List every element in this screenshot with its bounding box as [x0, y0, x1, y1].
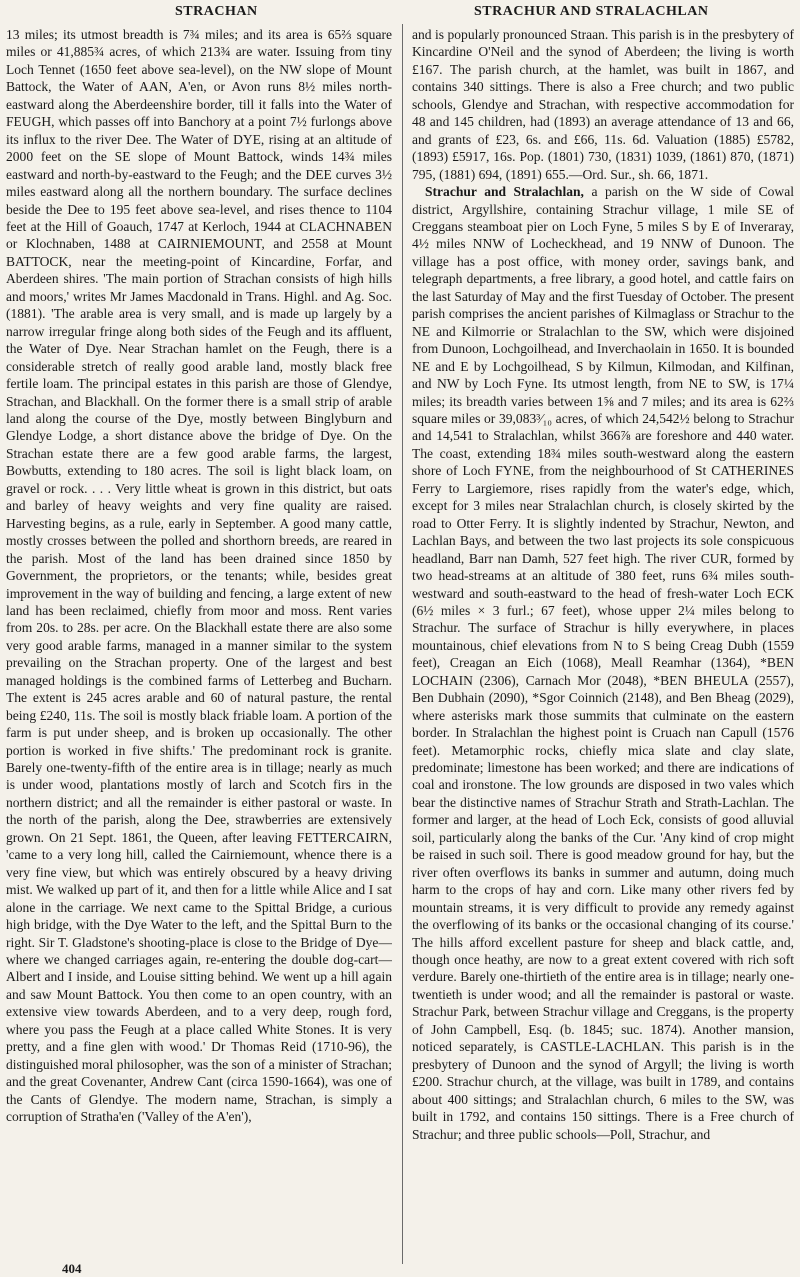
- left-column: [6, 26, 392, 1262]
- continuation-paragraph: and is popularly pronounced Straan. This parish is in the presbytery of Kincardine O'Neil and the synod of Aberdeen; the living is worth £167. The parish church, at the hamlet, was built in 1867, and contains 340 sittings. There is also a Free church; and two public schools, Glendye and Strachan, with respective accommodation for 48 and 145 children, had (1893) an average attendance of 13 and 66, and grants of £23, 6s. and £66, 11s. 6d. Valuation (1885) £5782, (1893) £5917, 16s. Pop. (1801) 730, (1831) 1039, (1861) 870, (1871) 795, (1881) 694, (1891) 655.—Ord. Sur., sh. 66, 1871.: [412, 27, 794, 182]
- header-right-title: STRACHUR AND STRALACHLAN: [474, 4, 709, 19]
- header-left-title: STRACHAN: [175, 4, 258, 19]
- page-number: 404: [62, 1261, 82, 1276]
- column-divider: [402, 24, 403, 1264]
- entry-headword: Strachur and Stralachlan,: [425, 184, 584, 200]
- right-column: [412, 26, 794, 1258]
- running-header: [0, 2, 800, 22]
- gazetteer-entry: [412, 183, 794, 1143]
- entry-text: a parish on the W side of Cowal district, Argyllshire, containing Strachur village, 1 mile SE of Creggans steamboat pier on Loch Fyne, 5 miles S by E of Inveraray, 4½ miles NNW of Locheckhead, and 19 NNW of Dunoon. The village has a post office, with money order, savings bank, and telegraph departments, a free library, a good hotel, and cattle fairs on the last Saturday of May and the first Tuesday of October. The present parish comprises the ancient parishes of Kilmaglass or Strachur to the NE and Kilmorrie or Stralachlan to the SW, which were disjoined from Dunoon, Lochgoilhead, and Inverchaolain in 1650. It is bounded NE and E by Lochgoilhead, S by Kilmun, Kilmodan, and Kilfinan, and NW by Loch Fyne. Its utmost length, from NE to SW, is 17¼ miles; its breadth varies between 1⅝ and 7 miles; and its area is 62⅔ square miles or 39,083³⁄₁₀ acres, of which 24,542½ belong to Strachur and 14,541 to Stralachlan, whilst 366⅞ are foreshore and 440 water. The coast, extending 18¾ miles south-westward along the eastern shore of Loch FYNE, from the neighbourhood of St CATHERINES Ferry to Largiemore, rises rapidly from the water's edge, which, except for 3 miles near Stralachlan church, is closely skirted by the road to Otter Ferry. It is slightly indented by Strachur, Newton, and Lachlan Bays, and between the two last projects its sole conspicuous headland, Barr nan Damh, 527 feet high. The river CUR, formed by two head-streams at an altitude of 380 feet, runs 6¾ miles south-westward and south-eastward to the head of fresh-water Loch ECK (6½ miles × 3 furl.; 67 feet), whose upper 2¼ miles belong to Strachur. The surface of Strachur is hilly everywhere, in places mountainous, chief elevations from N to S being Creag Dubh (1559 feet), Creagan an Eich (1068), Meall Reamhar (1364), *BEN LOCHAIN (2306), Carnach Mor (2048), *BEN BHEULA (2557), Ben Dubhain (2090), *Sgor Coinnich (2148), and Ben Bheag (2029), where asterisks mark those summits that culminate on the eastern border. In Stralachlan the highest point is Cruach nan Capull (1576 feet). Metamorphic rocks, chiefly mica slate and clay slate, predominate; limestone has been worked; and there are indications of coal and ironstone. The low grounds are disposed in two vales which bear the distinctive names of Strachur Strath and Strath-Lachlan. The former and larger, at the head of Loch Eck, consists of good alluvial soil, particularly along the banks of the Cur. 'Any kind of crop might be raised in such soil. There is good meadow ground for hay, but the river often overflows its banks in summer and autumn, doing much harm to the crops of hay and corn. Like many other rivers fed by mountain streams, it is very difficult to provide any remedy against the overflowing of its banks or the occasional changing of its course.' The hills afford excellent pasture for sheep and black cattle, and, though once heathy, are now to a great extent covered with rich soft verdure. Barely one-thirtieth of the entire area is in tillage; nearly one-twentieth is under wood; and all the remainder is pastoral or waste. Strachur Park, between Strachur village and Creggans, is the property of John Campbell, Esq. (b. 1845; suc. 1874). Another mansion, noticed separately, is CASTLE-LACHLAN. This parish is in the presbytery of Dunoon and the synod of Argyll; the living is worth £200. Strachur church, at the village, was built in 1789, and contains about 400 sittings; and Stralachlan church, 6 miles to the SW, was built in 1792, and contains 150 sittings. There is a Free church of Strachur; and three public schools—Poll, Strachur, and: [412, 184, 794, 1142]
- left-column-text: 13 miles; its utmost breadth is 7¾ miles; and its area is 65⅔ square miles or 41,885¾ acres, of which 213¾ are water. Issuing from tiny Loch Tennet (1650 feet above sea-level), on the NW slope of Mount Battock, the Water of AAN, A'en, or Avon runs 8½ miles north-eastward along the Aberdeenshire border, till it falls into the Water of FEUGH, which passes off into Banchory at a point 7½ furlongs above its influx to the river Dee. The Water of DYE, rising at an altitude of 2000 feet on the SE slope of Mount Battock, winds 14¾ miles eastward and north-by-eastward to the Feugh; and the DEE curves 3½ miles eastward along all the northern boundary. The surface declines beside the Dee to 195 feet above sea-level, and rises thence to 1104 feet at the Hill of Goauch, 1747 at Kerloch, 1944 at CLACHNABEN or Klochnaben, 1488 at CAIRNIEMOUNT, and 2558 at Mount BATTOCK, near the meeting-point of Kincardine, Forfar, and Aberdeen shires. 'The main portion of Strachan consists of high hills and moors,' writes Mr James Macdonald in Trans. Highl. and Ag. Soc. (1881). 'The arable area is very small, and is made up largely by a narrow irregular fringe along both sides of the Feugh and its affluent, the Water of Dye. Near Strachan hamlet on the Feugh, there is a considerable stretch of really good arable land, mostly black free fertile loam. The principal estates in this parish are those of Glendye, Strachan, and Blackhall. On the former there is a small strip of arable land along the course of the Dye, mostly between Binglyburn and Glendye Lodge, a short distance above the bridge of Dye. On the Strachan estate there are a few good arable farms, the largest, Bowbutts, extending to 180 acres. The soil is light black loam, on gravel or rock. . . . Very little wheat is grown in this district, but oats and barley of heavy weights and very fine quality are raised. Harvesting begins, as a rule, early in September. A good many cattle, mostly crosses between the polled and shorthorn breeds, are reared in the parish. Most of the land has been drained since 1850 by Government, the proprietors, or the tenants; while, besides great improvement in the way of building and fencing, a large extent of new land has been reclaimed, chiefly from moor and moss. Rent varies from 20s. to 28s. per acre. On the Blackhall estate there are also some very good arable farms, managed in a manner similar to the system prevailing on the Strachan property. One of the largest and best managed holdings is the combined farms of Letterbeg and Bucharn. The extent is 245 acres arable and 60 of natural pasture, the rental being £240, 11s. The soil is mostly black friable loam. A portion of the farm is put under sheep, and is broken up occasionally. The other portion is worked in five shifts.' The predominant rock is granite. Barely one-twenty-fifth of the entire area is in tillage; nearly as much is under wood, plantations mostly of larch and Scotch firs in the northern district; and all the remainder is either pastoral or waste. In the north of the parish, along the Dee, strawberries are extensively grown. On 21 Sept. 1861, the Queen, after leaving FETTERCAIRN, 'came to a very long hill, called the Cairniemount, whence there is a very fine view, but which was entirely obscured by a heavy driving mist. We walked up part of it, and then for a little while Alice and I sat alone in the carriage. We next came to the Spittal Bridge, a curious high bridge, with the Dye Water to the left, and the Spittal Burn to the right. Sir T. Gladstone's shooting-place is close to the Bridge of Dye—where we changed carriages again, re-entering the double dog-cart—Albert and I inside, and Louise sitting behind. We went up a hill again and saw Mount Battock. You then come to an open country, with an extensive view towards Aberdeen, and to a very deep, rough ford, where you pass the Feugh at a place called White Stones. It is very pretty, and a fine glen with wood.' Dr Thomas Reid (1710-96), the distinguished moral philosopher, was the son of a minister of Strachan; and the great Covenanter, Andrew Cant (circa 1590-1664), was one of the Cants of Glendye. The modern name, Strachan, is simply a corruption of Stratha'en ('Valley of the A'en'),: [6, 27, 392, 1125]
